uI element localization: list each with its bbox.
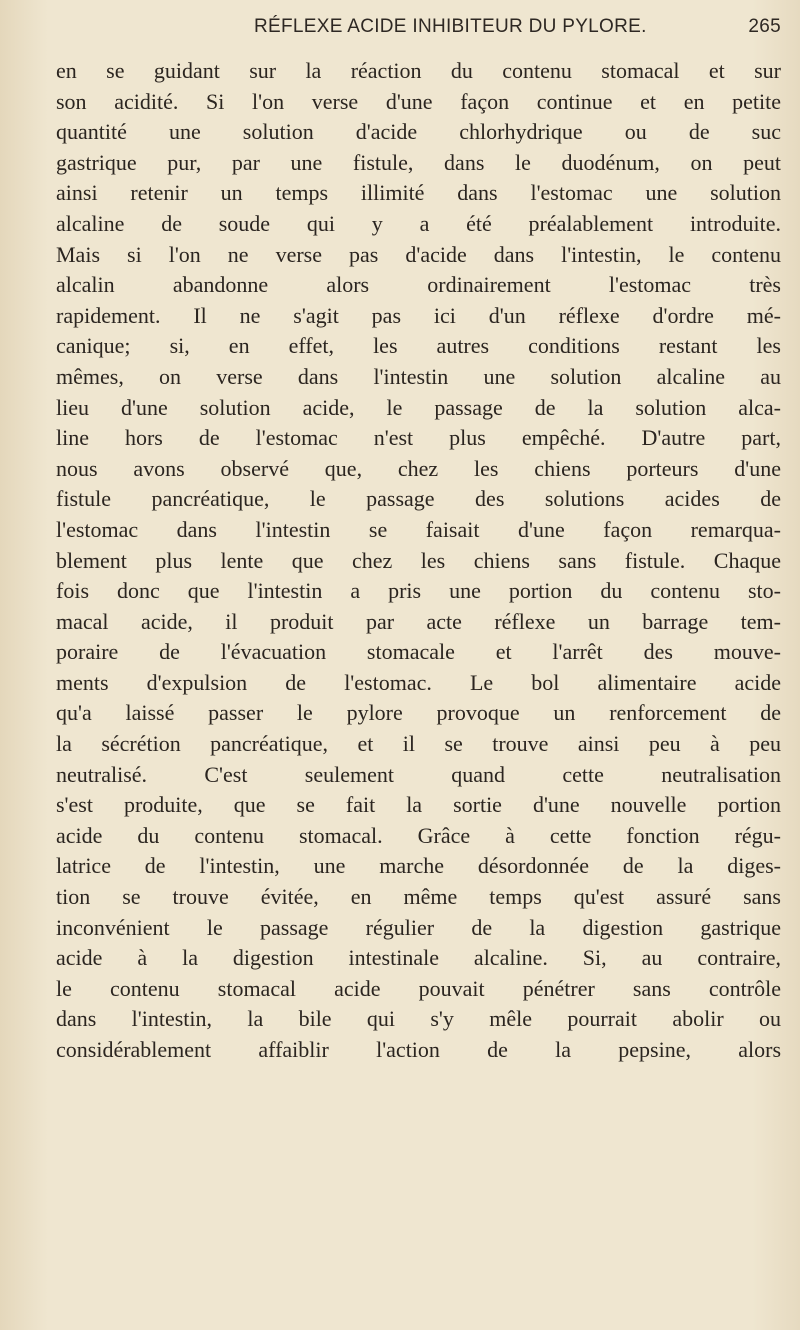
text-line: acide à la digestion intestinale alcaline. Si, au contraire, xyxy=(56,945,781,971)
text-line: mêmes, on verse dans l'intestin une solution alcaline au xyxy=(56,363,781,389)
text-line: ments d'expulsion de l'estomac. Le bol alimentaire acide xyxy=(56,669,781,695)
text-line: en se guidant sur la réaction du contenu stomacal et sur xyxy=(56,58,781,83)
text-line: s'est produite, que se fait la sortie d'une nouvelle portion xyxy=(56,792,781,818)
text-line: poraire de l'évacuation stomacale et l'arrêt des mouve- xyxy=(56,639,781,665)
text-line: acide du contenu stomacal. Grâce à cette fonction régu- xyxy=(56,822,781,848)
text-line: dans l'intestin, la bile qui s'y mêle pourrait abolir ou xyxy=(56,1006,781,1032)
text-line: quantité une solution d'acide chlorhydrique ou de suc xyxy=(56,119,781,145)
text-line: qu'a laissé passer le pylore provoque un renforcement de xyxy=(56,700,781,726)
text-line: inconvénient le passage régulier de la digestion gastrique xyxy=(56,914,781,940)
text-line: canique; si, en effet, les autres conditions restant les xyxy=(56,333,781,359)
text-line: fistule pancréatique, le passage des solutions acides de xyxy=(56,486,781,512)
text-line: line hors de l'estomac n'est plus empêché. D'autre part, xyxy=(56,425,781,451)
text-line: fois donc que l'intestin a pris une portion du contenu sto- xyxy=(56,578,781,604)
text-line: son acidité. Si l'on verse d'une façon continue et en petite xyxy=(56,88,781,114)
text-line: macal acide, il produit par acte réflexe un barrage tem- xyxy=(56,608,781,634)
text-line: neutralisé. C'est seulement quand cette neutralisation xyxy=(56,761,781,787)
text-line: alcalin abandonne alors ordinairement l'estomac très xyxy=(56,272,781,298)
text-line: Mais si l'on ne verse pas d'acide dans l'intestin, le contenu xyxy=(56,241,781,267)
body-text xyxy=(56,56,781,1066)
page-number: 265 xyxy=(748,16,781,37)
text-line: ainsi retenir un temps illimité dans l'estomac une solution xyxy=(56,180,781,206)
running-head xyxy=(254,16,781,46)
text-line: rapidement. Il ne s'agit pas ici d'un réflexe d'ordre mé- xyxy=(56,302,781,328)
text-line: l'estomac dans l'intestin se faisait d'une façon remarqua- xyxy=(56,516,781,542)
text-line: le contenu stomacal acide pouvait pénétrer sans contrôle xyxy=(56,975,781,1001)
text-line: gastrique pur, par une fistule, dans le duodénum, on peut xyxy=(56,149,781,175)
text-line: blement plus lente que chez les chiens sans fistule. Chaque xyxy=(56,547,781,573)
running-head-title: RÉFLEXE ACIDE INHIBITEUR DU PYLORE. xyxy=(254,16,647,37)
text-line: alcaline de soude qui y a été préalablement introduite. xyxy=(56,210,781,236)
text-line: nous avons observé que, chez les chiens porteurs d'une xyxy=(56,455,781,481)
text-line: tion se trouve évitée, en même temps qu'est assuré sans xyxy=(56,884,781,910)
text-line: considérablement affaiblir l'action de la pepsine, alors xyxy=(56,1037,781,1062)
text-line: latrice de l'intestin, une marche désordonnée de la diges- xyxy=(56,853,781,879)
text-line: la sécrétion pancréatique, et il se trouve ainsi peu à peu xyxy=(56,731,781,757)
text-line: lieu d'une solution acide, le passage de la solution alca- xyxy=(56,394,781,420)
